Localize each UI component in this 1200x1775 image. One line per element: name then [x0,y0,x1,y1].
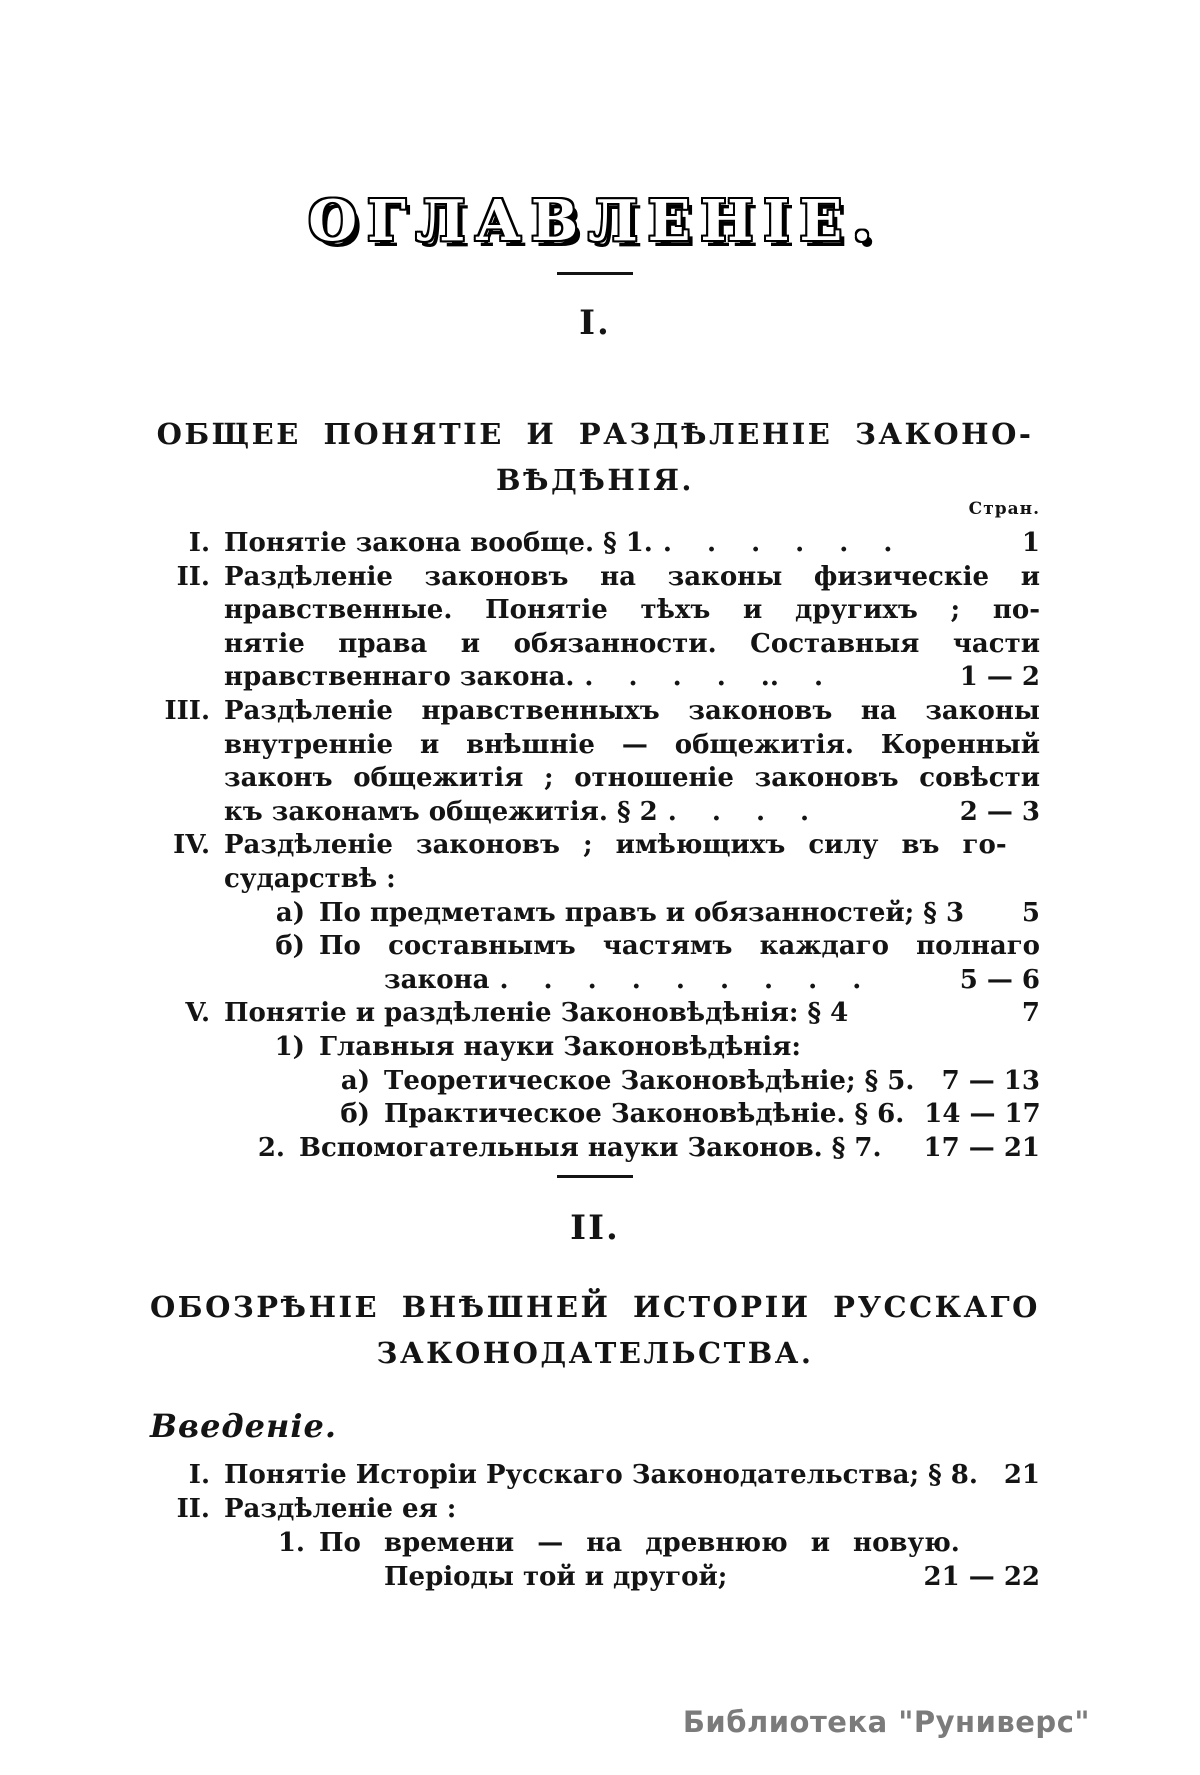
entry-marker: V. [185,998,210,1029]
entry-marker: II. [176,561,210,592]
entry-text: По времени — на древнюю и новую. [319,1528,960,1559]
page-number: 5 [1021,897,1040,928]
toc-row [150,762,1040,796]
section1-toc [150,527,1040,1165]
entry-text: закона [384,964,490,995]
entry-text: Практическое Законовѣдѣніе. § 6. [384,1099,905,1130]
leader-dots: . . . . .. . [584,662,824,693]
page-number: 21 [1003,1460,1040,1491]
page-title: ОГЛАВЛЕНІЕ. [308,188,882,254]
toc-row [150,1098,1040,1132]
toc-row [150,729,1040,763]
page-number: 7 [1021,998,1040,1029]
page-number: 1 — 2 [959,662,1040,693]
entry-marker: II. [176,1494,210,1525]
entry-marker: 1) [274,1031,305,1062]
toc-row [150,561,1040,595]
entry-marker: I. [188,1460,210,1491]
entry-text: По предметамъ правъ и обязанностей; § 3 [319,897,965,928]
entry-text: По составнымъ частямъ каждаго полнаго [319,931,1040,962]
section2-number: II. [570,1208,620,1249]
leader-dots: . . . . . . [662,528,893,558]
toc-row [150,695,1040,729]
entry-text: къ законамъ общежитія. § 2 [224,796,658,827]
toc-row [150,930,1040,964]
entry-text: Понятіе закона вообще. § 1. [224,528,653,558]
section1-number: I. [579,303,611,343]
page-number: 17 — 21 [923,1132,1040,1163]
page-number: 5 — 6 [959,964,1040,995]
entry-text: Раздѣленіе нравственныхъ законовъ на законы [224,695,1040,726]
toc-row [150,1458,1040,1492]
entry-text: нравственные. Понятіе тѣхъ и другихъ ; по- [224,595,1040,626]
page-number: 2 — 3 [959,796,1040,827]
page-number: 1 [1021,528,1040,558]
toc-row [150,1526,1040,1560]
entry-marker: а) [340,1065,370,1096]
toc-row [150,527,1040,561]
toc-row [150,661,1040,695]
page-number: 14 — 17 [924,1099,1041,1130]
entry-marker: IV. [173,830,210,861]
entry-marker: I. [188,528,210,558]
entry-marker: а) [275,897,305,928]
toc-row [150,1132,1040,1166]
entry-text: внутренніе и внѣшніе — общежитія. Коренный [224,729,1040,760]
toc-row [150,1031,1040,1065]
entry-text: Понятіе Исторіи Русскаго Законодательства; § 8. [224,1460,978,1491]
toc-row [150,796,1040,830]
entry-text: нятіе права и обязанности. Составныя части [224,628,1040,659]
toc-row [150,964,1040,998]
divider-middle [557,1175,633,1178]
section1-heading-line2: ВѢДѢНІЯ. [496,463,694,497]
entry-text: Вспомогательныя науки Законов. § 7. [299,1132,882,1163]
entry-text: нравственнаго закона. [224,662,575,693]
page-number: 21 — 22 [923,1562,1040,1593]
section1-heading [150,411,1040,503]
section2-heading-line1: ОБОЗРѢНІЕ ВНѢШНЕЙ ИСТОРІИ РУССКАГО [150,1290,1040,1325]
section2-toc [150,1458,1040,1594]
entry-text: законъ общежитія ; отношеніе законовъ совѣсти [224,763,1040,794]
entry-text: Раздѣленіе законовъ ; имѣющихъ силу въ го- [224,830,1007,861]
divider-top [557,272,633,275]
entry-text: Раздѣленіе законовъ на законы физическіе и [224,561,1040,592]
toc-row [150,997,1040,1031]
section2-heading [150,1284,1040,1376]
section1-heading-line1: ОБЩЕЕ ПОНЯТІЕ И РАЗДѢЛЕНІЕ ЗАКОНО- [156,417,1034,451]
toc-row [150,863,1040,897]
entry-text: Теоретическое Законовѣдѣніе; § 5. [384,1065,915,1096]
toc-row [150,829,1040,863]
entry-text: сударствѣ : [224,863,396,894]
toc-row [150,594,1040,628]
section2-heading-line2: ЗАКОНОДАТЕЛЬСТВА. [376,1336,814,1371]
entry-marker: б) [340,1099,370,1130]
entry-marker: III. [164,695,210,726]
entry-marker: б) [275,931,305,962]
toc-row [150,897,1040,931]
introduction-label: Введеніе. [150,1407,338,1446]
entry-marker: 2. [257,1132,285,1163]
toc-row [150,1065,1040,1099]
toc-row [150,1560,1040,1594]
page-number: 7 — 13 [941,1065,1040,1096]
entry-marker: 1. [277,1528,305,1559]
page-column-header: Стран. [968,499,1040,519]
entry-text: Главныя науки Законовѣдѣнія: [319,1031,801,1062]
entry-text: Періоды той и другой; [384,1562,728,1593]
toc-row [150,628,1040,662]
leader-dots: . . . . [667,796,810,827]
library-watermark: Библиотека "Руниверс" [682,1705,1090,1739]
entry-text: Раздѣленіе ея : [224,1494,457,1525]
toc-row [150,1492,1040,1526]
leader-dots: . . . . . . . . . [499,964,862,995]
entry-text: Понятіе и раздѣленіе Законовѣдѣнія: § 4 [224,998,849,1029]
